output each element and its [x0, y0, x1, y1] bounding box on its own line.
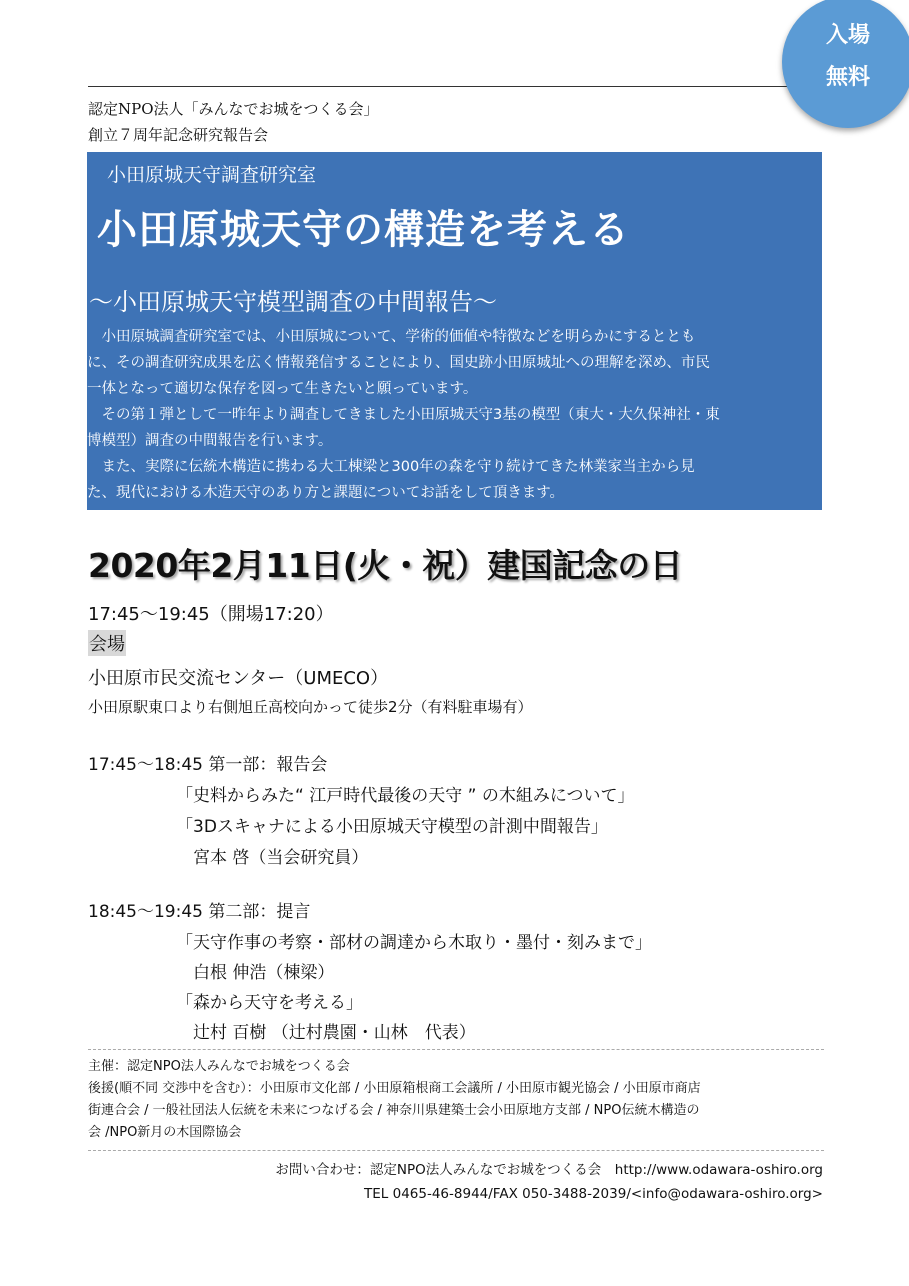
supporters-line: 後援(順不同 交渉中を含む）：小田原市文化部 / 小田原箱根商工会議所 / 小田原市観光協会 / 小田原市商店 — [88, 1081, 701, 1096]
part1-heading: 17:45〜18:45 第一部：報告会 — [88, 755, 328, 775]
contact-line: お問い合わせ：認定NPO法人みんなでお城をつくる会 http://www.odawara-oshiro.org — [275, 1162, 823, 1178]
part2-heading: 18:45〜19:45 第二部：提言 — [88, 902, 311, 922]
description-line: また、実際に伝統木構造に携わる大工棟梁と300年の森を守り続けてきた林業家当主から見 — [87, 459, 695, 475]
event-time: 17:45〜19:45（開場17:20） — [88, 604, 334, 625]
research-lab-name: 小田原城天守調査研究室 — [107, 164, 317, 186]
divider — [88, 1049, 824, 1050]
organizer-header — [88, 96, 379, 148]
venue-label: 会場 — [88, 630, 126, 656]
org-name: 認定NPO法人「みんなでお城をつくる会」 — [88, 100, 379, 118]
program-item: 「史料からみた“ 江戸時代最後の天守 ” の木組みについて」 — [176, 786, 635, 806]
feature-box — [87, 152, 822, 510]
event-title: 小田原城天守の構造を考える — [97, 206, 630, 253]
program-item: 「3Dスキャナによる小田原城天守模型の計測中間報告」 — [176, 817, 608, 837]
speaker-name: 宮本 啓（当会研究員） — [176, 848, 369, 868]
contact-line: TEL 0465-46-8944/FAX 050-3488-2039/<info@odawara-oshiro.org> — [364, 1186, 823, 1202]
speaker-name: 辻村 百樹 （辻村農園・山林 代表） — [176, 1023, 476, 1043]
venue-name: 小田原市民交流センター（UMECO） — [88, 668, 389, 689]
header-rule — [88, 86, 828, 87]
free-entry-badge — [782, 0, 909, 128]
venue-access: 小田原駅東口より右側旭丘高校向かって徒歩2分（有料駐車場有） — [88, 698, 533, 716]
description-line: 小田原城調査研究室では、小田原城について、学術的価値や特徴などを明らかにするととも — [87, 329, 696, 345]
divider — [88, 1150, 824, 1151]
description-line: その第１弾として一昨年より調査してきました小田原城天守3基の模型（東大・大久保神社・東 — [87, 407, 720, 423]
sponsors-section — [88, 1056, 828, 1144]
badge-line1: 入場 — [825, 23, 870, 48]
description-line: 一体となって適切な保存を図って生きたいと願っています。 — [87, 381, 478, 397]
event-description — [87, 324, 822, 506]
contact-info — [275, 1158, 823, 1206]
description-line: に、その調査研究成果を広く情報発信することにより、国史跡小田原城址への理解を深め、市民 — [87, 355, 710, 371]
organizer: 主催：認定NPO法人みんなでお城をつくる会 — [88, 1059, 350, 1074]
program-item: 「天守作事の考察・部材の調達から木取り・墨付・刻みまで」 — [176, 933, 652, 953]
event-type: 創立７周年記念研究報告会 — [88, 126, 269, 144]
description-line: 博模型）調査の中間報告を行います。 — [87, 433, 333, 449]
program-item: 「森から天守を考える」 — [176, 993, 363, 1013]
badge-line2: 無料 — [825, 65, 870, 90]
speaker-name: 白根 伸浩（棟梁） — [176, 963, 335, 983]
event-date: 2020年2月11日(火・祝）建国記念の日 — [88, 546, 683, 585]
description-line: た、現代における木造天守のあり方と課題についてお話をして頂きます。 — [87, 485, 565, 501]
supporters-line: 街連合会 / 一般社団法人伝統を未来につなげる会 / 神奈川県建築士会小田原地方支部 / NPO伝統木構造の — [88, 1103, 700, 1118]
event-subtitle: 〜小田原城天守模型調査の中間報告〜 — [89, 288, 497, 316]
supporters-line: 会 /NPO新月の木国際協会 — [88, 1125, 242, 1140]
